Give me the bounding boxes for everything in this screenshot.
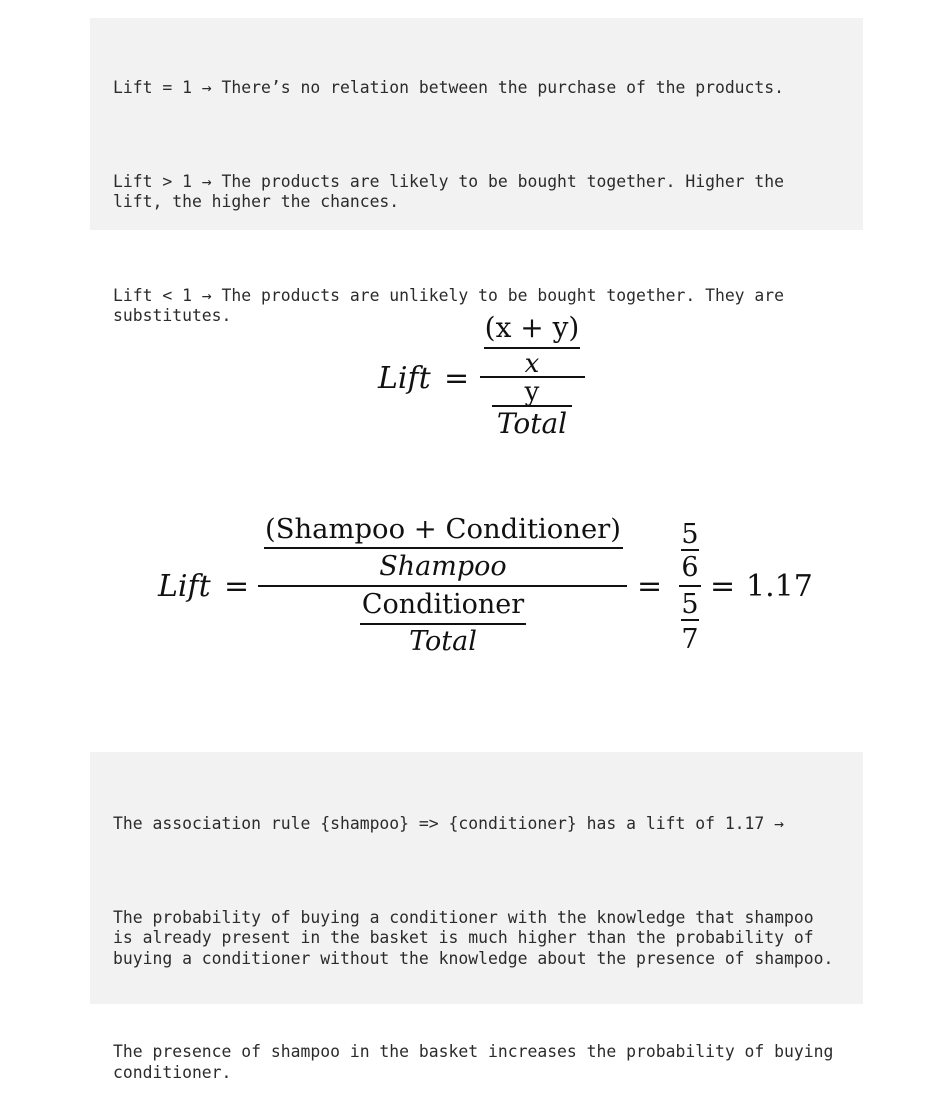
presence-effect-text: The presence of shampoo in the basket increases the probability of buying conditioner. bbox=[113, 1042, 844, 1082]
lift-less-one-text: Lift < 1 → The products are unlikely to be bought together. They are substitutes. bbox=[113, 285, 794, 325]
lift-greater-one-text: Lift > 1 → The products are likely to be bought together. Higher the lift, the higher the chances. bbox=[113, 171, 794, 211]
probability-explanation-text: The probability of buying a conditioner with the knowledge that shampoo is already present in the basket is much higher than the probability of buying a conditioner without the knowledge about the presence of shampoo. bbox=[113, 907, 834, 968]
formula2-n-den-bottom: 7 bbox=[681, 624, 699, 655]
formula2-n-num-top: 5 bbox=[681, 519, 699, 550]
formula1-den-bottom: Total bbox=[496, 407, 568, 440]
formula2-equals: = bbox=[224, 569, 250, 604]
association-rule-text: The association rule {shampoo} => {conditioner} has a lift of 1.17 → bbox=[113, 814, 785, 833]
formula1-equals: = bbox=[444, 361, 470, 396]
lift-interpretation-block bbox=[90, 18, 863, 325]
association-rule-block bbox=[90, 752, 863, 1082]
formula1-lhs: Lift bbox=[378, 361, 431, 396]
formula2-num-top: (Shampoo + Conditioner) bbox=[265, 514, 621, 545]
formula2-result: 1.17 bbox=[746, 569, 813, 604]
formula2-num-bottom: Shampoo bbox=[379, 551, 507, 582]
formula2-den-top: Conditioner bbox=[361, 589, 525, 620]
formula2-n-den-top: 5 bbox=[681, 589, 699, 620]
formula1-num-bottom: x bbox=[524, 349, 540, 379]
formula2-n-num-bottom: 6 bbox=[681, 552, 699, 583]
lift-equal-one-text: Lift = 1 → There’s no relation between the purchase of the products. bbox=[113, 78, 785, 97]
formula1-num-top: (x + y) bbox=[484, 311, 580, 344]
formula2-equals3: = bbox=[710, 569, 736, 604]
formula1-den-top: y bbox=[524, 377, 540, 407]
formula2-lhs: Lift bbox=[158, 569, 211, 604]
formula2-den-bottom: Total bbox=[409, 626, 477, 657]
formula2-equals2: = bbox=[637, 569, 663, 604]
